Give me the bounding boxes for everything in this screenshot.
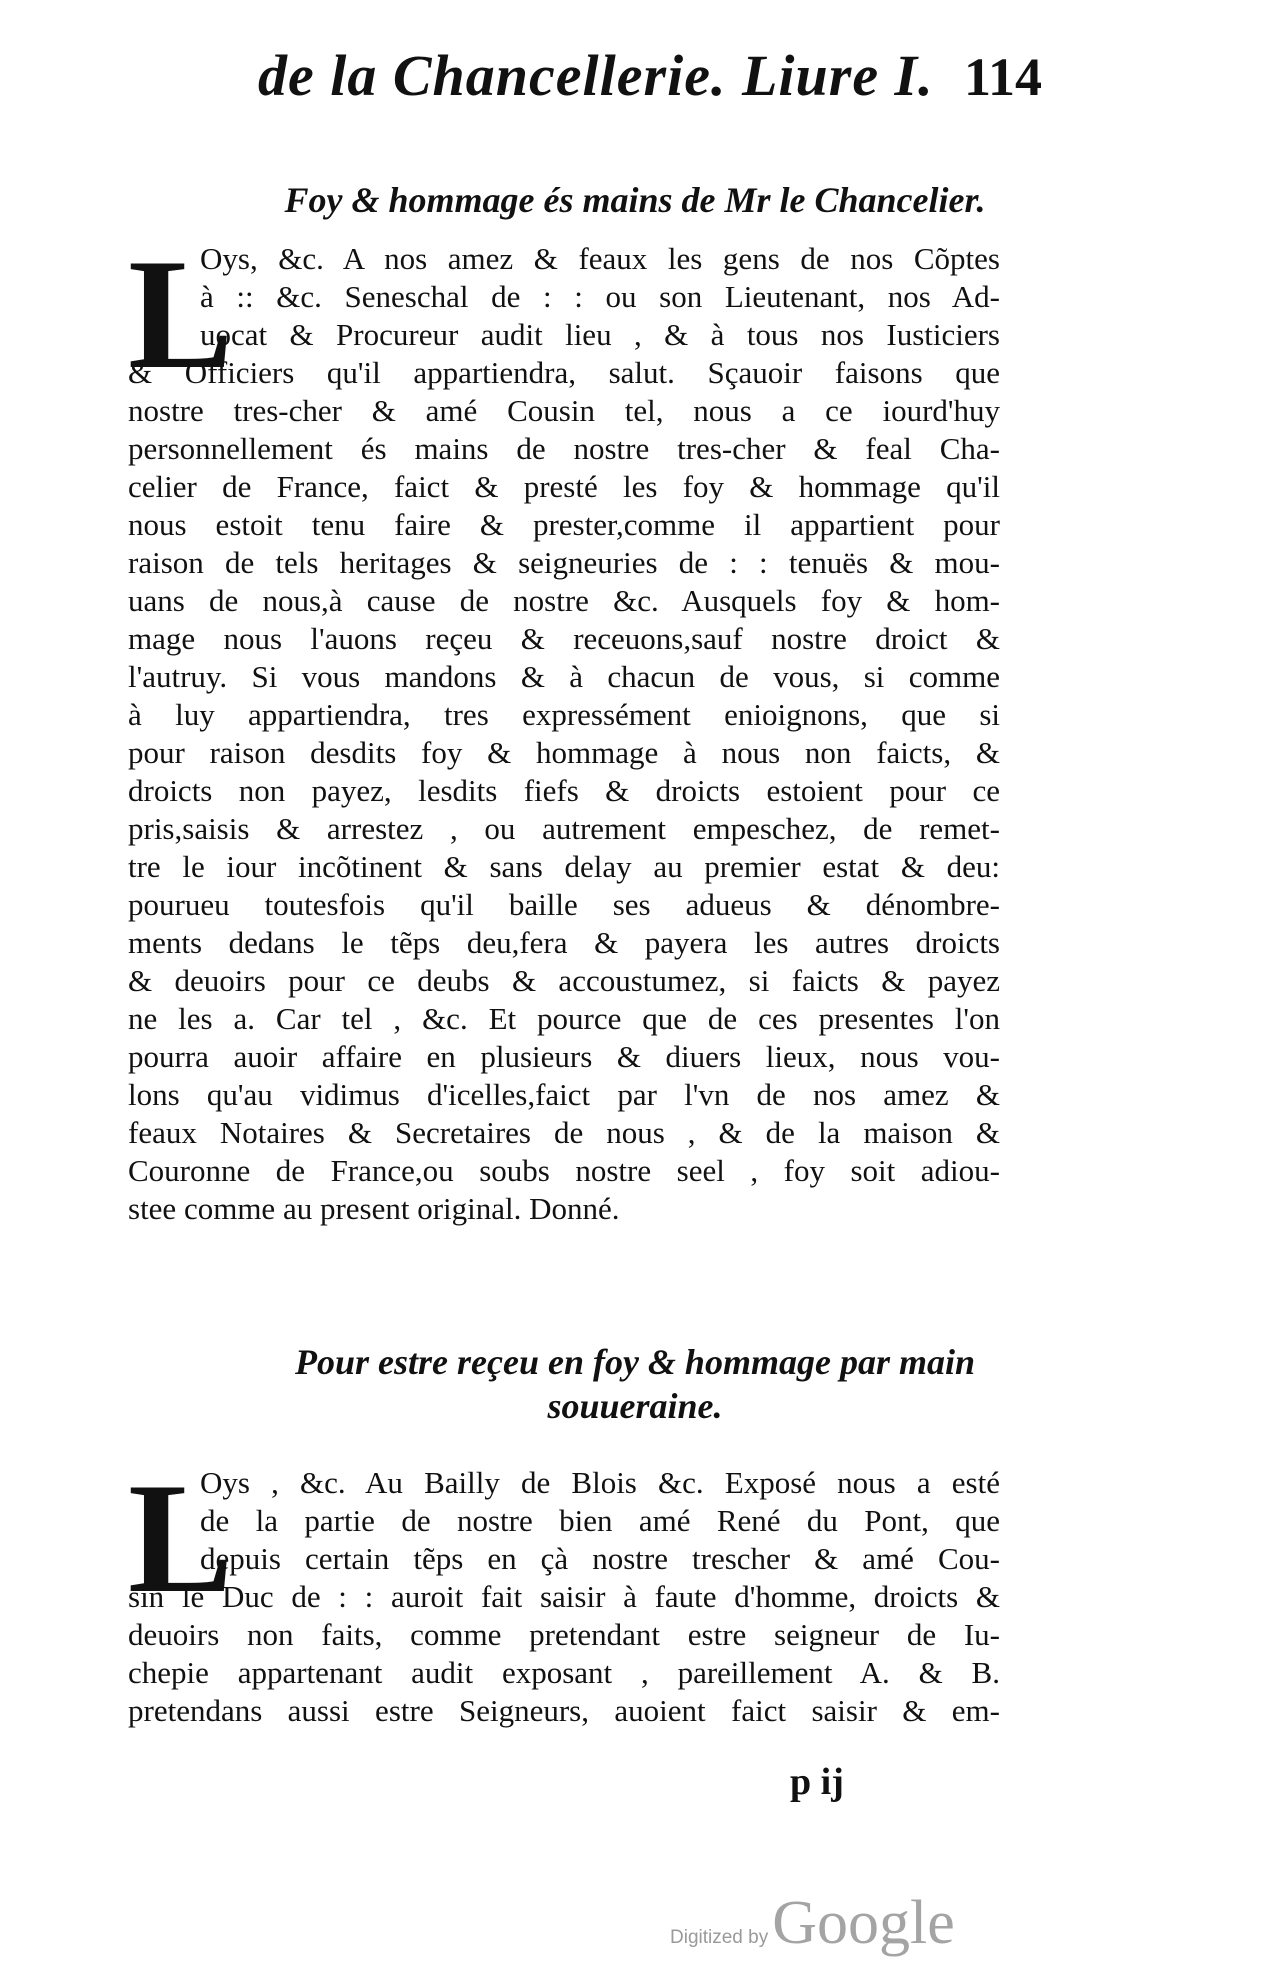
text-line: & Officiers qu'il appartiendra, salut. Sçauoir faisons que (128, 355, 1000, 390)
text-line: ne les a. Car tel , &c. Et pource que de ces presentes l'on (128, 1001, 1000, 1036)
text-line: ments dedans le tẽps deu,fera & payera les autres droicts (128, 925, 1000, 960)
text-line: celier de France, faict & presté les foy & hommage qu'il (128, 469, 1000, 504)
section-body (128, 1451, 1000, 1744)
section-heading (0, 178, 1270, 222)
text-line: pris,saisis & arrestez , ou autrement empeschez, de remet- (128, 811, 1000, 846)
text-line: chepie appartenant audit exposant , pareillement A. & B. (128, 1655, 1000, 1690)
section-heading-line: Foy & hommage és mains de Mr le Chancelier. (284, 180, 986, 220)
text-line: Couronne de France,ou soubs nostre seel , foy soit adiou- (128, 1153, 1000, 1188)
watermark-prefix: Digitized by (670, 1927, 769, 1948)
text-line: à luy appartiendra, tres expressément enioignons, que si (128, 697, 1000, 732)
text-line: uans de nous,à cause de nostre &c. Ausquels foy & hom- (128, 583, 1000, 618)
text-line: stee comme au present original. Donné. (128, 1191, 620, 1226)
text-line: mage nous l'auons reçeu & receuons,sauf nostre droict & (128, 621, 1000, 656)
text-line: nostre tres-cher & amé Cousin tel, nous a ce iourd'huy (128, 393, 1000, 428)
text-line: droicts non payez, lesdits fiefs & droicts estoient pour ce (128, 773, 1000, 808)
text-line: pour raison desdits foy & hommage à nous non faicts, & (128, 735, 1000, 770)
text-line: Oys , &c. Au Bailly de Blois &c. Exposé nous a esté (200, 1465, 1000, 1500)
section-heading (0, 1340, 1270, 1428)
text-line: nous estoit tenu faire & prester,comme il appartient pour (128, 507, 1000, 542)
drop-cap: L (128, 1451, 234, 1626)
text-line: Oys, &c. A nos amez & feaux les gens de nos Cõptes (200, 241, 1000, 276)
text-line: uocat & Procureur audit lieu , & à tous nos Iusticiers (200, 317, 1000, 352)
text-line: de la partie de nostre bien amé René du Pont, que (200, 1503, 1000, 1538)
text-line: l'autruy. Si vous mandons & à chacun de vous, si comme (128, 659, 1000, 694)
signature-mark: p ij (790, 1761, 844, 1803)
text-line: pourra auoir affaire en plusieurs & diuers lieux, nous vou- (128, 1039, 1000, 1074)
drop-cap: L (128, 227, 234, 402)
page-header (240, 30, 1060, 130)
section-body (128, 227, 1000, 1280)
text-line: raison de tels heritages & seigneuries de : : tenuës & mou- (128, 545, 1000, 580)
text-line: pretendans aussi estre Seigneurs, auoient faict saisir & em- (128, 1693, 1000, 1728)
section-heading-line: souueraine. (547, 1386, 723, 1426)
text-line: à :: &c. Seneschal de : : ou son Lieutenant, nos Ad- (200, 279, 1000, 314)
text-line: sin le Duc de : : auroit fait saisir à faute d'homme, droicts & (128, 1579, 1000, 1614)
google-logo: Google (772, 1889, 955, 1957)
running-title: de la Chancellerie. Liure I. (258, 43, 934, 108)
text-line: tre le iour incõtinent & sans delay au premier estat & deu: (128, 849, 1000, 884)
text-line: deuoirs non faits, comme pretendant estre seigneur de Iu- (128, 1617, 1000, 1652)
page-number: 114 (963, 47, 1042, 107)
text-line: feaux Notaires & Secretaires de nous , & de la maison & (128, 1115, 1000, 1150)
text-line: pourueu toutesfois qu'il baille ses adueus & dénombre- (128, 887, 1000, 922)
text-line: lons qu'au vidimus d'icelles,faict par l'vn de nos amez & (128, 1077, 1000, 1112)
text-line: & deuoirs pour ce deubs & accoustumez, si faicts & payez (128, 963, 1000, 998)
digitized-watermark (670, 1888, 955, 1959)
text-line: depuis certain tẽps en çà nostre trescher & amé Cou- (200, 1541, 1000, 1576)
text-line: personnellement és mains de nostre tres-cher & feal Cha- (128, 431, 1000, 466)
section-heading-line: Pour estre reçeu en foy & hommage par main (295, 1342, 975, 1382)
